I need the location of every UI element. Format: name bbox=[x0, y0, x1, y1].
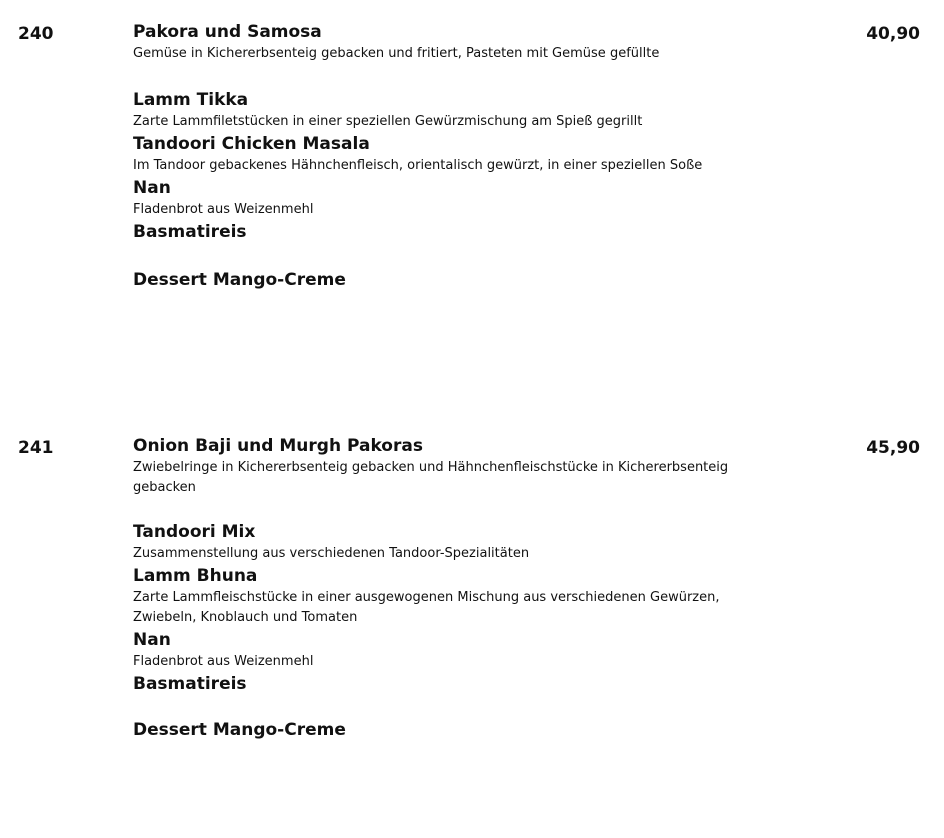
dish-description: Im Tandoor gebackenes Hähnchenfleisch, orientalisch gewürzt, in einer speziellen Soße bbox=[133, 158, 703, 173]
dish-description: Fladenbrot aus Weizenmehl bbox=[133, 202, 314, 217]
dish-name: Dessert Mango-Creme bbox=[133, 720, 346, 740]
dish-name: Basmatireis bbox=[133, 674, 247, 694]
menu-number: 241 bbox=[18, 438, 54, 458]
dish-description: Gemüse in Kichererbsenteig gebacken und fritiert, Pasteten mit Gemüse gefüllte bbox=[133, 46, 660, 61]
menu-items bbox=[133, 434, 853, 742]
menu-items bbox=[133, 20, 853, 292]
dish-name: Basmatireis bbox=[133, 222, 247, 242]
dish-name: Nan bbox=[133, 178, 171, 198]
dish-name: Dessert Mango-Creme bbox=[133, 270, 346, 290]
dish-description: Fladenbrot aus Weizenmehl bbox=[133, 654, 314, 669]
dish-name: Pakora und Samosa bbox=[133, 22, 322, 42]
dish-description: Zarte Lammfiletstücken in einer speziellen Gewürzmischung am Spieß gegrillt bbox=[133, 114, 643, 129]
dish-name: Nan bbox=[133, 630, 171, 650]
dish-description: Zwiebelringe in Kichererbsenteig gebacken und Hähnchenfleischstücke in Kichererbsenteig gebacken bbox=[133, 460, 729, 495]
dish-description: Zarte Lammfleischstücke in einer ausgewogenen Mischung aus verschiedenen Gewürzen, Zwiebeln, Knoblauch und Tomaten bbox=[133, 590, 720, 625]
dish-name: Onion Baji und Murgh Pakoras bbox=[133, 436, 423, 456]
menu-price: 40,90 bbox=[866, 24, 920, 44]
dish-description: Zusammenstellung aus verschiedenen Tandoor-Spezialitäten bbox=[133, 546, 530, 561]
dish-name: Lamm Tikka bbox=[133, 90, 249, 110]
dish-name: Lamm Bhuna bbox=[133, 566, 258, 586]
menu-number: 240 bbox=[18, 24, 54, 44]
menu-price: 45,90 bbox=[866, 438, 920, 458]
dish-name: Tandoori Mix bbox=[133, 522, 256, 542]
dish-name: Tandoori Chicken Masala bbox=[133, 134, 370, 154]
